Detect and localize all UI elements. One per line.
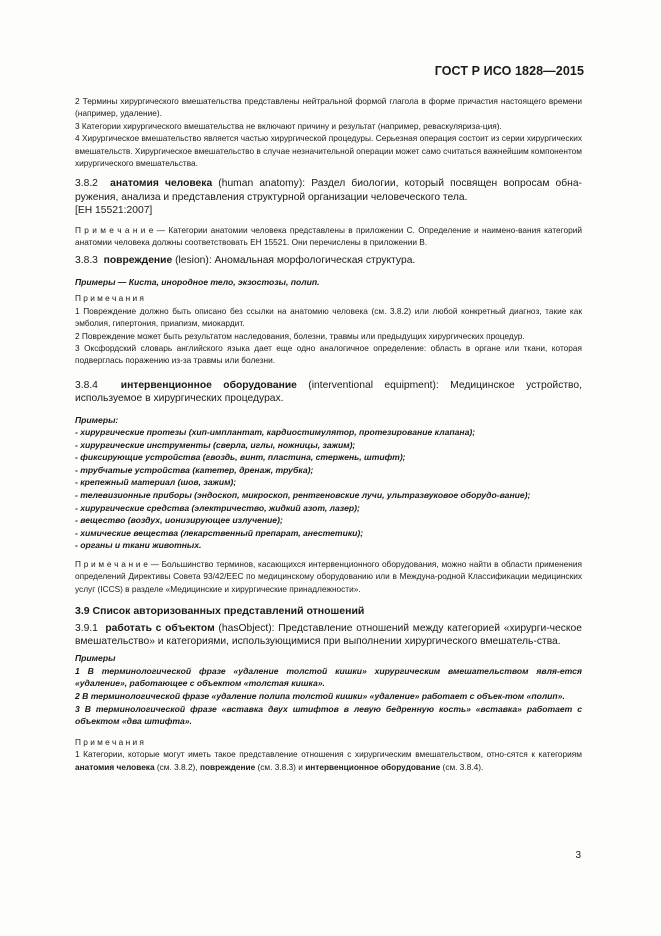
term-note xyxy=(75,224,582,249)
examples-label: Примеры xyxy=(75,653,116,664)
term-name: интервенционное оборудование xyxy=(120,379,297,391)
note-label: П р и м е ч а н и е xyxy=(75,224,154,235)
note-item: 4 Хирургическое вмешательство является частью хирургической процедуры. Серьезная операция состоит из серии хирургических вмешательств. Хирургическое вмешательство в случае незначительной операции может само считаться важнейшим компонентом хирургического вмешательства. xyxy=(75,133,582,169)
term-ref: повреждение xyxy=(199,761,256,772)
term-3-8-2 xyxy=(75,177,582,204)
page-number: 3 xyxy=(575,850,581,861)
term-definition: (lesion): Аномальная морфологическая структура. xyxy=(172,255,416,267)
term-number: 3.8.2 xyxy=(75,178,98,190)
list-item: - вещество (воздух, ионизирующее излучение); xyxy=(75,515,283,526)
list-item: - хирургические протезы (хип-имплантат, кардиостимулятор, протезирование клапана); xyxy=(75,426,476,437)
example-item: 1 В терминологической фразе «удаление толстой кишки» хирургическим вмешательством явля-ется «удаление», работающее с объектом «толстая кишка». xyxy=(75,665,582,689)
note-item: 3 Категории хирургического вмешательства не включают причину и результат (например, реваскуляриза-ция). xyxy=(75,120,502,131)
list-item: - трубчатые устройства (катетер, дренаж, трубка); xyxy=(75,464,314,475)
term-name: повреждение xyxy=(103,255,173,267)
notes-label: П р и м е ч а н и я xyxy=(75,736,144,747)
list-item: - фиксирующие устройства (гвоздь, винт, пластина, стержень, штифт); xyxy=(75,452,406,463)
term-reference: [ЕН 15521:2007] xyxy=(75,205,153,217)
list-item: - хирургические инструменты (сверла, иглы, ножницы, зажим); xyxy=(75,439,356,450)
note-item: 2 Повреждение может быть результатом наследования, болезни, травмы или предыдущих хирургических процедур. xyxy=(75,330,525,341)
note-item xyxy=(75,748,582,773)
note-item: 2 Термины хирургического вмешательства представлены нейтральной формой глагола в форме причастия настоящего времени (например, удаление). xyxy=(75,96,582,119)
note-text: (см. 3.8.4). xyxy=(440,761,484,772)
notes-label: П р и м е ч а н и я xyxy=(75,293,144,304)
term-ref: анатомия человека xyxy=(75,761,155,772)
note-text: 1 Категории, которые могут иметь такое представление отношения с хирургическим вмешательством, отно-сятся к категориям xyxy=(75,749,582,760)
note-text: (см. 3.8.3) и xyxy=(255,761,306,772)
term-definition: (interventional equipment): Медицинское устройство, используемое в хирургических процедурах. xyxy=(75,379,582,405)
term-number: 3.8.3 xyxy=(75,255,98,267)
term-definition: (hasObject): Представление отношений между категорией «хирурги-ческое вмешательство» и категориями, использующимися при выполнении хирургического вмешатель-ства. xyxy=(75,622,582,647)
note-label: П р и м е ч а н и е xyxy=(75,558,148,569)
note-text: — Категории анатомии человека представлены в приложении С. Определение и наимено-вания категорий анатомии человека должны соответствовать ЕН 15521. Они перечислены в приложении В. xyxy=(75,224,583,248)
page-content xyxy=(75,95,582,773)
example-item: 3 В терминологической фразе «вставка двух штифтов в левую бедренную кость» «вставка» работает с объектом «два штифта». xyxy=(75,703,582,727)
note-text: — Большинство терминов, касающихся интервенционного оборудования, можно найти в области применения определений Директивы Совета 93/42/ЕЕС по медицинскому оборудованию или в Междуна-родной Классификации медицинских услуг (ICCS) в разделе «Медицинские и хирургические принадлежности». xyxy=(75,558,582,594)
note-item: 1 Повреждение должно быть описано без ссылки на анатомию человека (см. 3.8.2) или любой конкретный диагноз, такие как эмболия, гипертония, приапизм, миокардит. xyxy=(75,305,582,329)
list-item: - телевизионные приборы (эндоскоп, микроскоп, рентгеновские лучи, ультразвуковое оборудо-вание); xyxy=(75,489,531,500)
examples-text: Примеры — Киста, инородное тело, экзостозы, полип. xyxy=(75,276,320,287)
standard-header: ГОСТ Р ИСО 1828—2015 xyxy=(434,64,584,78)
term-3-8-3 xyxy=(75,254,582,267)
list-item: - химические вещества (лекарственный препарат, анестетики); xyxy=(75,527,364,538)
section-heading: 3.9 Список авторизованных представлений отношений xyxy=(75,605,365,618)
term-3-9-1 xyxy=(75,622,582,649)
term-3-8-4 xyxy=(75,379,582,406)
term-name: анатомия человека xyxy=(110,178,213,190)
term-definition: (human anatomy): Раздел биологии, который посвящен вопросам обна-ружения, анализа и представления структурной организации человеческого тела. xyxy=(75,178,582,203)
list-item: - хирургические средства (электричество, жидкий азот, лазер); xyxy=(75,502,360,513)
term-ref: интервенционное оборудование xyxy=(305,761,441,772)
list-item: - органы и ткани животных. xyxy=(75,540,202,551)
term-number: 3.8.4 xyxy=(75,379,98,391)
list-item: - крепежный материал (шов, зажим); xyxy=(75,477,237,488)
note-text: (см. 3.8.2), xyxy=(154,761,200,772)
note-item: 3 Оксфордский словарь английского языка дает еще одно аналогичное определение: область в органе или ткани, которая подверглась поражению из-за травмы или болезни. xyxy=(75,342,582,366)
example-item: 2 В терминологической фразе «удаление полипа толстой кишки» «удаление» работает с объек-том «полип». xyxy=(75,690,565,701)
term-number: 3.9.1 xyxy=(75,622,98,634)
term-name: работать с объектом xyxy=(105,622,215,634)
examples-label: Примеры: xyxy=(75,414,119,425)
term-note xyxy=(75,558,582,595)
